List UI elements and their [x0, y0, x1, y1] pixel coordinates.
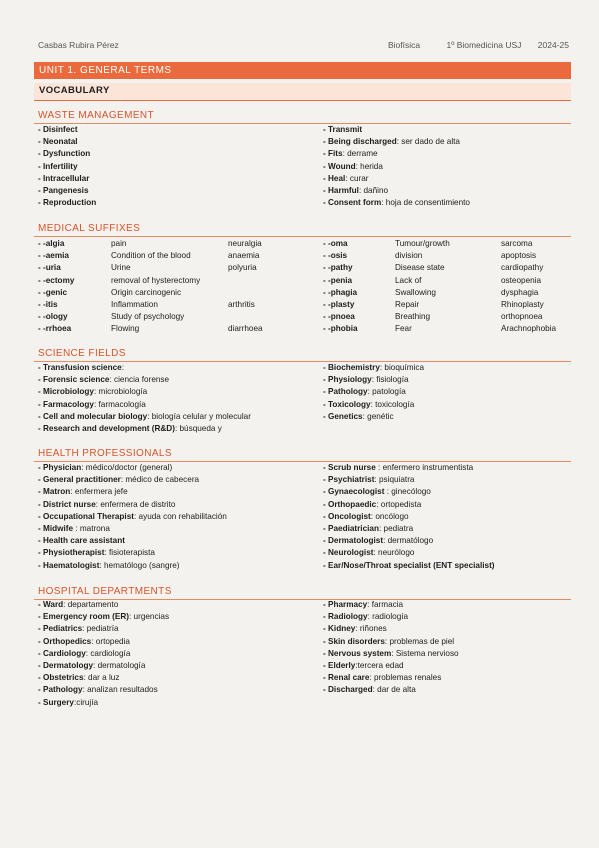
list-item: [38, 474, 227, 486]
departments-right-list: [323, 599, 459, 697]
term-definition: : fisioterapista: [104, 548, 155, 558]
suffix-meaning: Lack of: [395, 275, 422, 285]
term-label: - Neurologist: [323, 548, 374, 558]
term-definition: : farmacia: [367, 600, 404, 609]
course-name: 1º Biomedicina USJ: [446, 40, 522, 50]
list-item: [38, 462, 227, 474]
suffix-row: [38, 311, 318, 323]
term-definition: : departamento: [63, 600, 119, 609]
suffix-example: osteopenia: [501, 275, 542, 285]
list-item: [38, 399, 251, 411]
waste-right-list: [323, 124, 470, 209]
list-item: [38, 148, 96, 160]
term-definition: : oncólogo: [370, 511, 409, 521]
suffix-label: - -algia: [38, 239, 65, 248]
academic-year: 2024-25: [537, 40, 569, 50]
term-label: - Gynaecologist: [323, 487, 385, 497]
term-label: - Orthopedics: [38, 636, 92, 646]
list-item: [38, 636, 169, 648]
term-label: - Emergency room (ER): [38, 612, 129, 622]
list-item: [323, 124, 470, 136]
term-definition: : neurólogo: [373, 548, 415, 558]
list-item: [38, 623, 169, 635]
term-label: - Physician: [38, 463, 82, 472]
suffix-label: - -pnoea: [323, 312, 355, 322]
list-item: [38, 511, 227, 523]
author-name: Casbas Rubira Pérez: [38, 40, 119, 50]
term-label: - Obstetrics: [38, 673, 84, 683]
list-item: [38, 599, 169, 611]
suffix-row: [38, 287, 318, 299]
term-label: - Physiology: [323, 375, 372, 385]
suffix-meaning: Swallowing: [395, 287, 436, 297]
term-label: - Dermatologist: [323, 536, 384, 546]
list-item: [323, 684, 459, 696]
list-item: [38, 547, 227, 559]
list-item: [323, 672, 459, 684]
term-definition: : enfermera jefe: [70, 487, 128, 497]
list-item: [323, 374, 424, 386]
term-definition: : ortopedista: [376, 499, 422, 509]
term-definition: : dar a luz: [83, 673, 120, 683]
list-item: [323, 136, 470, 148]
suffix-example: polyuria: [228, 263, 257, 273]
suffix-row: [323, 311, 571, 323]
list-item: [323, 161, 470, 173]
health-professionals-heading: HEALTH PROFESSIONALS: [38, 448, 172, 459]
term-label: - Pathology: [323, 387, 368, 397]
list-item: [38, 136, 96, 148]
hospital-departments-heading: HOSPITAL DEPARTMENTS: [38, 586, 172, 597]
term-label: - Transmit: [323, 125, 363, 134]
term-label: - Psychiatrist: [323, 475, 375, 485]
suffix-example: Rhinoplasty: [501, 299, 544, 309]
term-definition: : dermatólogo: [383, 536, 434, 546]
term-label: - Pediatrics: [38, 624, 83, 634]
suffix-label: - -penia: [323, 275, 353, 285]
term-definition: : dar de alta: [372, 685, 416, 695]
science-fields-heading: SCIENCE FIELDS: [38, 348, 126, 359]
term-label: - Health care assistant: [38, 536, 125, 546]
suffix-example: neuralgia: [228, 239, 262, 248]
suffix-meaning: Fear: [395, 324, 412, 334]
list-item: [323, 636, 459, 648]
term-label: - Forensic science: [38, 375, 110, 385]
term-label: - Scrub nurse: [323, 463, 376, 472]
term-label: - Reproduction: [38, 198, 97, 208]
suffix-row: [323, 275, 571, 287]
suffix-meaning: Breathing: [395, 312, 431, 322]
term-definition: : dermatología: [93, 661, 146, 671]
term-definition: : Sistema nervioso: [391, 648, 459, 658]
suffix-meaning: Study of psychology: [111, 312, 185, 322]
suffix-label: - -phobia: [323, 324, 358, 334]
term-definition: : patología: [367, 387, 406, 397]
term-definition: : ginecólogo: [384, 487, 431, 497]
suffix-label: - -genic: [38, 287, 68, 297]
list-item: [323, 560, 495, 572]
term-label: - Discharged: [323, 685, 373, 695]
term-label: - Neonatal: [38, 137, 78, 147]
suffixes-left-table: [38, 238, 318, 336]
suffix-example: cardiopathy: [501, 263, 544, 273]
term-label: - Skin disorders: [323, 636, 385, 646]
suffix-label: - -plasty: [323, 299, 355, 309]
term-definition: : médico/doctor (general): [81, 463, 173, 472]
suffix-example: dysphagia: [501, 287, 539, 297]
departments-left-list: [38, 599, 169, 709]
term-label: - Toxicology: [323, 399, 371, 409]
term-definition: : pediatra: [378, 524, 414, 534]
term-definition: : toxicología: [370, 399, 415, 409]
vocabulary-heading: VOCABULARY: [34, 83, 571, 101]
suffix-meaning: Condition of the blood: [111, 251, 191, 261]
term-label: - Oncologist: [323, 511, 371, 521]
list-item: [323, 411, 424, 423]
term-definition: : bioquímica: [379, 363, 425, 372]
term-definition: : curar: [345, 173, 369, 183]
term-definition: : farmacología: [93, 399, 146, 409]
list-item: [38, 523, 227, 535]
health-right-list: [323, 462, 495, 572]
term-label: - Research and development (R&D): [38, 424, 175, 434]
suffix-row: [38, 299, 318, 311]
list-item: [323, 648, 459, 660]
medical-suffixes-heading: MEDICAL SUFFIXES: [38, 223, 141, 234]
suffix-meaning: pain: [111, 239, 127, 248]
suffix-row: [323, 323, 571, 335]
term-label: - Intracellular: [38, 173, 90, 183]
term-definition: : microbiología: [93, 387, 148, 397]
section-divider: [34, 123, 571, 124]
list-item: [38, 386, 251, 398]
list-item: [38, 161, 96, 173]
list-item: [323, 660, 459, 672]
term-definition: : genétic: [362, 411, 394, 421]
list-item: [38, 374, 251, 386]
list-item: [323, 362, 424, 374]
term-definition: :: [121, 363, 125, 372]
list-item: [323, 611, 459, 623]
list-item: [38, 185, 96, 197]
suffix-meaning: removal of hysterectomy: [111, 275, 201, 285]
term-label: - Occupational Therapist: [38, 511, 134, 521]
term-definition: : cardiología: [85, 648, 131, 658]
term-label: - Heal: [323, 173, 346, 183]
term-definition: : enfermera de distrito: [95, 499, 176, 509]
term-definition: : derrame: [342, 149, 378, 159]
suffix-label: - -oma: [323, 239, 348, 248]
term-label: - Biochemistry: [323, 363, 380, 372]
list-item: [323, 173, 470, 185]
list-item: [323, 599, 459, 611]
term-label: - Paediatrician: [323, 524, 379, 534]
term-definition: : búsqueda y: [174, 424, 222, 434]
list-item: [323, 486, 495, 498]
term-label: - Haematologist: [38, 560, 100, 570]
term-definition: : herida: [355, 161, 383, 171]
term-label: - Transfusion science: [38, 363, 122, 372]
term-definition: : biología celular y molecular: [147, 411, 251, 421]
suffix-row: [38, 238, 318, 250]
suffix-meaning: division: [395, 251, 423, 261]
list-item: [38, 423, 251, 435]
list-item: [323, 547, 495, 559]
list-item: [323, 148, 470, 160]
suffix-row: [38, 275, 318, 287]
term-label: - Infertility: [38, 161, 78, 171]
term-label: - Harmful: [323, 186, 359, 196]
waste-left-list: [38, 124, 96, 209]
term-definition: : ortopedia: [91, 636, 130, 646]
science-left-list: [38, 362, 251, 435]
suffix-meaning: Flowing: [111, 324, 140, 334]
suffix-row: [323, 238, 571, 250]
list-item: [38, 535, 227, 547]
list-item: [38, 124, 96, 136]
suffix-example: anaemia: [228, 251, 260, 261]
list-item: [323, 535, 495, 547]
term-definition: : pediatría: [82, 624, 119, 634]
page-header: [38, 40, 569, 54]
list-item: [323, 386, 424, 398]
term-label: - Pharmacy: [323, 600, 368, 609]
suffix-label: - -rrhoea: [38, 324, 72, 334]
term-label: - Nervous system: [323, 648, 392, 658]
term-definition: : psiquiatra: [374, 475, 415, 485]
suffix-row: [38, 262, 318, 274]
suffix-meaning: Urine: [111, 263, 131, 273]
subject-name: Biofísica: [388, 40, 421, 50]
term-label: - Disinfect: [38, 125, 78, 134]
list-item: [323, 197, 470, 209]
term-label: - Wound: [323, 161, 356, 171]
list-item: [323, 511, 495, 523]
term-definition: :cirujía: [73, 697, 99, 707]
term-definition: : fisiología: [371, 375, 409, 385]
suffix-example: apoptosis: [501, 251, 537, 261]
term-label: - Genetics: [323, 411, 363, 421]
term-label: - Being discharged: [323, 137, 397, 147]
suffix-label: - -uria: [38, 263, 61, 273]
suffix-example: diarrhoea: [228, 324, 263, 334]
list-item: [323, 523, 495, 535]
suffix-meaning: Disease state: [395, 263, 445, 273]
suffix-row: [323, 250, 571, 262]
suffix-label: - -aemia: [38, 251, 69, 261]
term-definition: : riñones: [355, 624, 387, 634]
term-label: - Ear/Nose/Throat specialist (ENT specialist): [323, 560, 495, 570]
list-item: [38, 672, 169, 684]
waste-management-heading: WASTE MANAGEMENT: [38, 110, 155, 121]
term-label: - Pangenesis: [38, 186, 89, 196]
list-item: [38, 648, 169, 660]
term-definition: : hoja de consentimiento: [381, 198, 470, 208]
suffix-example: sarcoma: [501, 239, 533, 248]
term-definition: : ciencia forense: [109, 375, 170, 385]
suffix-row: [323, 287, 571, 299]
term-label: - Midwife: [38, 524, 74, 534]
suffix-example: arthritis: [228, 299, 255, 309]
suffix-label: - -itis: [38, 299, 58, 309]
term-label: - Cardiology: [38, 648, 86, 658]
suffix-meaning: Repair: [395, 299, 420, 309]
list-item: [38, 560, 227, 572]
list-item: [38, 697, 169, 709]
section-divider: [34, 236, 571, 237]
suffix-label: - -phagia: [323, 287, 358, 297]
term-label: - Radiology: [323, 612, 368, 622]
term-definition: : enfermero instrumentista: [375, 463, 474, 472]
term-label: - Matron: [38, 487, 71, 497]
term-label: - Surgery: [38, 697, 74, 707]
term-definition: : problemas de piel: [384, 636, 455, 646]
list-item: [323, 499, 495, 511]
suffix-example: orthopnoea: [501, 312, 543, 322]
health-left-list: [38, 462, 227, 572]
term-definition: :tercera edad: [355, 661, 404, 671]
term-label: - Consent form: [323, 198, 382, 208]
term-definition: : ser dado de alta: [396, 137, 460, 147]
list-item: [38, 197, 96, 209]
term-definition: : problemas renales: [369, 673, 442, 683]
suffix-meaning: Inflammation: [111, 299, 158, 309]
term-label: - Ward: [38, 600, 64, 609]
suffix-row: [38, 323, 318, 335]
term-label: - Renal care: [323, 673, 370, 683]
term-label: - Pathology: [38, 685, 83, 695]
term-definition: : dañino: [358, 186, 389, 196]
term-label: - Orthopaedic: [323, 499, 377, 509]
suffix-example: Arachnophobia: [501, 324, 557, 334]
list-item: [323, 185, 470, 197]
list-item: [38, 611, 169, 623]
list-item: [38, 486, 227, 498]
suffix-meaning: Origin carcinogenic: [111, 287, 182, 297]
term-label: - Cell and molecular biology: [38, 411, 148, 421]
term-label: - Elderly: [323, 661, 356, 671]
term-label: - Farmacology: [38, 399, 94, 409]
list-item: [323, 462, 495, 474]
list-item: [38, 362, 251, 374]
term-definition: : médico de cabecera: [120, 475, 200, 485]
list-item: [38, 660, 169, 672]
suffix-row: [38, 250, 318, 262]
term-definition: : radiología: [367, 612, 409, 622]
term-definition: : hematólogo (sangre): [99, 560, 180, 570]
unit-title: UNIT 1. GENERAL TERMS: [34, 62, 571, 79]
term-label: - General practitioner: [38, 475, 121, 485]
term-definition: : ayuda con rehabilitación: [134, 511, 227, 521]
suffix-row: [323, 262, 571, 274]
list-item: [38, 173, 96, 185]
list-item: [38, 411, 251, 423]
suffix-row: [323, 299, 571, 311]
term-label: - Fits: [323, 149, 343, 159]
term-definition: : analizan resultados: [82, 685, 158, 695]
term-label: - Dysfunction: [38, 149, 91, 159]
term-label: - Kidney: [323, 624, 356, 634]
suffix-label: - -ology: [38, 312, 68, 322]
suffix-label: - -pathy: [323, 263, 353, 273]
list-item: [323, 474, 495, 486]
suffix-label: - -osis: [323, 251, 348, 261]
term-label: - Microbiology: [38, 387, 94, 397]
term-definition: : matrona: [73, 524, 110, 534]
term-label: - Physiotherapist: [38, 548, 105, 558]
suffix-meaning: Tumour/growth: [395, 239, 450, 248]
list-item: [38, 684, 169, 696]
term-label: - District nurse: [38, 499, 96, 509]
science-right-list: [323, 362, 424, 423]
list-item: [323, 399, 424, 411]
term-definition: : urgencias: [129, 612, 170, 622]
suffixes-right-table: [323, 238, 571, 336]
suffix-label: - -ectomy: [38, 275, 75, 285]
term-label: - Dermatology: [38, 661, 94, 671]
list-item: [323, 623, 459, 635]
list-item: [38, 499, 227, 511]
